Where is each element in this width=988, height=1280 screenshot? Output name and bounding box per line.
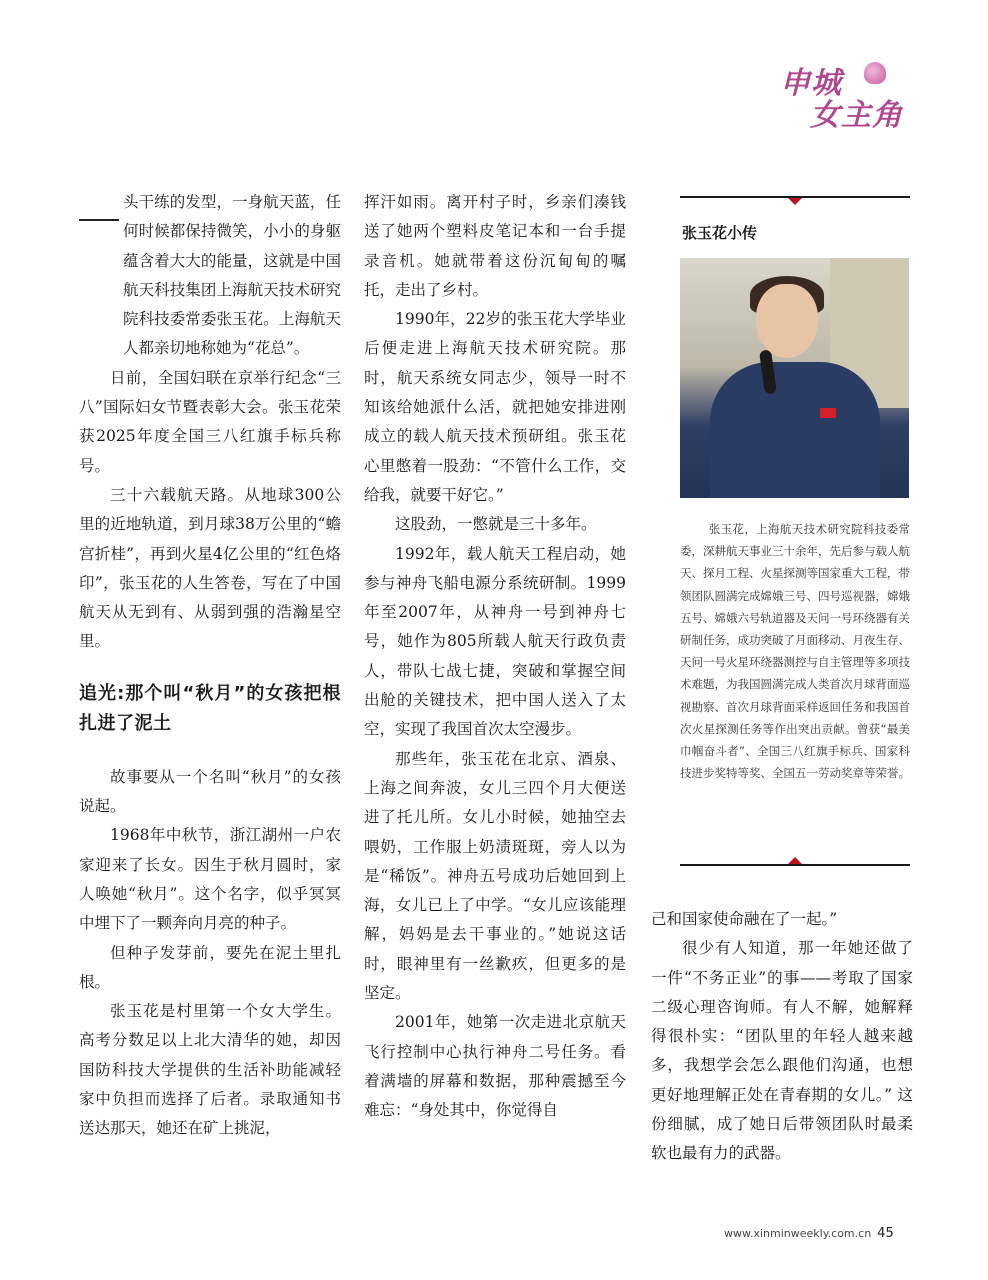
- portrait-photo: [680, 258, 909, 498]
- paragraph: 这股劲，一憋就是三十多年。: [395, 515, 597, 534]
- paragraph: 挥汗如雨。离开村子时，乡亲们凑钱送了她两个塑料皮笔记本和一台手提录音机。她就带着这份沉甸甸的嘱托，走出了乡村。: [364, 193, 626, 299]
- section-subhead: 追光:那个叫“秋月”的女孩把根扎进了泥土: [79, 682, 341, 734]
- column-3: [651, 905, 913, 1169]
- logo-line1: 申城: [780, 66, 842, 101]
- caption-text: 张玉花，上海航天技术研究院科技委常委，深耕航天事业三十余年，先后参与载人航天、探月工程、火星探测等国家重大工程，带领团队圆满完成嫦娥三号、四号巡视器，嫦娥五号、嫦娥六号轨道器及天问一号环绕器有关研制任务，成功突破了月面移动、月夜生存、天问一号火星环绕器测控与自主管理等多项技术难题，为我国圆满完成人类首次月球背面巡视勘察、首次月球背面采样返回任务和我国首次火星探测任务等作出突出贡献。曾获“最美巾帼奋斗者”、全国三八红旗手标兵、国家科技进步奖特等奖、全国五一劳动奖章等荣誉。: [680, 522, 910, 781]
- paragraph: 那些年，张玉花在北京、酒泉、上海之间奔波，女儿三四个月大便送进了托儿所。女儿小时候，她抽空去喂奶，工作服上奶渍斑斑，旁人以为是“稀饭”。神舟五号成功后她回到上海，女儿已上了中学。“女儿应该能理解，妈妈是去干事业的。”她说这话时，眼神里有一丝歉疚，但更多的是坚定。: [364, 749, 626, 1003]
- paragraph: 故事要从一个名叫“秋月”的女孩说起。: [79, 767, 341, 816]
- triangle-down-icon: [788, 198, 802, 205]
- column-1: [79, 188, 341, 1144]
- paragraph: 日前，全国妇联在京举行纪念“三八”国际妇女节暨表彰大会。张玉花荣获2025年度全国三八红旗手标兵称号。: [79, 368, 341, 475]
- paragraph: 很少有人知道，那一年她还做了一件“不务正业”的事——考取了国家二级心理咨询师。有人不解，她解释得很朴实：“团队里的年轻人越来越多，我想学会怎么跟他们沟通，也想更好地理解正处在青春期的女儿。” 这份细腻，成了她日后带领团队时最柔软也最有力的武器。: [651, 939, 913, 1163]
- paragraph: 张玉花是村里第一个女大学生。高考分数足以上北大清华的她，却因国防科技大学提供的生活补助能减轻家中负担而选择了后者。录取通知书送达那天，她还在矿上挑泥，: [79, 1002, 341, 1138]
- sidebar-caption: [680, 518, 910, 784]
- paragraph: 头干练的发型，一身航天蓝，任何时候都保持微笑，小小的身躯蕴含着大大的能量，这就是中国航天科技集团上海航天技术研究院科技委常委张玉花。上海航天人都亲切地称她为“花总”。: [123, 193, 341, 358]
- paragraph: 己和国家使命融在了一起。”: [651, 910, 838, 928]
- sidebar-title: 张玉花小传: [682, 224, 758, 242]
- column-logo: [776, 58, 926, 138]
- sidebar-bottom-rule: [680, 864, 910, 866]
- flower-icon: [864, 62, 886, 84]
- paragraph: 三十六载航天路。从地球300公里的近地轨道，到月球38万公里的“蟾宫折桂”，再到火星4亿公里的“红色烙印”，张玉花的人生答卷，写在了中国航天从无到有、从弱到强的浩瀚星空里。: [79, 485, 341, 651]
- paragraph: 但种子发芽前，要先在泥土里扎根。: [79, 943, 341, 991]
- page-number: 45: [877, 1226, 894, 1241]
- site-url: www.xinminweekly.com.cn: [724, 1227, 872, 1240]
- logo-line2: 女主角: [810, 98, 903, 133]
- column-2: [364, 188, 626, 1126]
- triangle-up-icon: [788, 857, 802, 864]
- flag-patch-icon: [820, 408, 836, 418]
- sidebar-top-rule: [680, 196, 910, 198]
- paragraph: 1992年，载人航天工程启动，她参与神舟飞船电源分系统研制。1999年至2007年，从神舟一号到神舟七号，她作为805所载人航天行政负责人，带队七战七捷，突破和掌握空间出舱的关键技术，把中国人送入了太空，实现了我国首次太空漫步。: [364, 544, 626, 739]
- paragraph: 1968年中秋节，浙江湖州一户农家迎来了长女。因生于秋月圆时，家人唤她“秋月”。这个名字，似乎冥冥中埋下了一颗奔向月亮的种子。: [79, 826, 341, 933]
- paragraph: 2001年，她第一次走进北京航天飞行控制中心执行神舟二号任务。看着满墙的屏幕和数据，那种震撼至今难忘：“身处其中，你觉得自: [364, 1013, 626, 1120]
- paragraph: 1990年，22岁的张玉花大学毕业后便走进上海航天技术研究院。那时，航天系统女同志少，领导一时不知该给她派什么活，就把她安排进刚成立的载人航天技术预研组。张玉花心里憋着一股劲：“不管什么工作，交给我，就要干好它。”: [364, 310, 626, 504]
- page-footer: [724, 1226, 894, 1241]
